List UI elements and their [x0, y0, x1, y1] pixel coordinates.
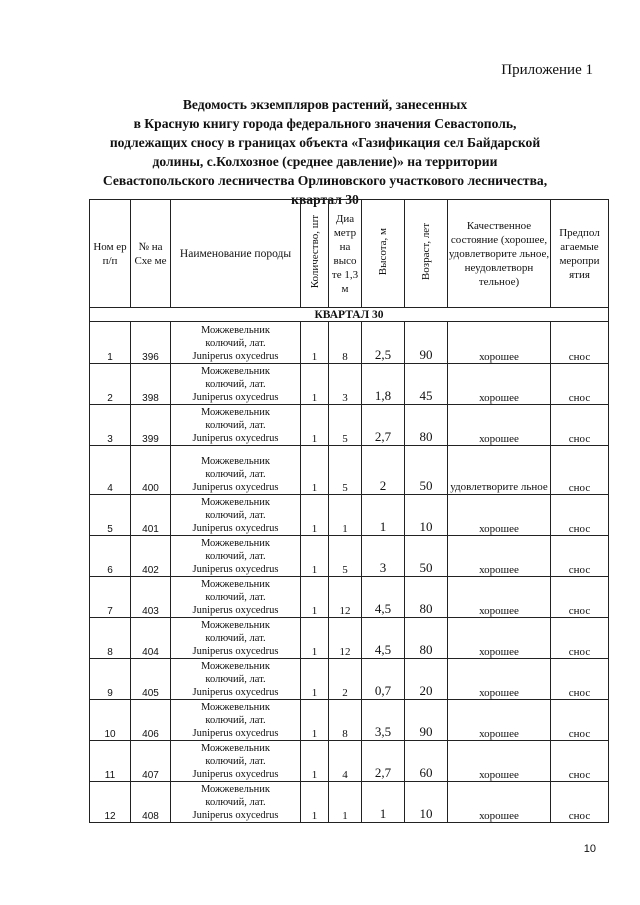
row-quality: хорошее [448, 322, 551, 364]
header-quantity-text: Количество, шт [308, 214, 321, 289]
species-name-line: Juniperus oxycedrus [192, 769, 279, 780]
row-age: 50 [405, 536, 448, 577]
row-measure: снос [551, 364, 609, 405]
row-quantity: 1 [301, 700, 329, 741]
row-scheme-number: 407 [131, 741, 171, 782]
row-number: 4 [90, 446, 131, 495]
species-name-line: колючий, лат. [205, 715, 266, 726]
row-diameter: 1 [329, 782, 362, 823]
title-line: долины, с.Колхозное (среднее давление)» на территории [152, 154, 498, 169]
row-measure: снос [551, 700, 609, 741]
species-name-line: Можжевельник [200, 456, 271, 467]
row-quantity: 1 [301, 536, 329, 577]
row-height: 1,8 [362, 364, 405, 405]
row-species-name [171, 741, 301, 782]
row-age: 10 [405, 782, 448, 823]
header-quality: Качественное состояние (хорошее, удовлетворите льное, неудовлетворн тельное) [448, 200, 551, 308]
row-quality: хорошее [448, 405, 551, 446]
header-diameter: Диа метр на высо те 1,3 м [329, 200, 362, 308]
row-quantity: 1 [301, 495, 329, 536]
row-quantity: 1 [301, 618, 329, 659]
row-scheme-number: 399 [131, 405, 171, 446]
row-measure: снос [551, 322, 609, 364]
row-scheme-number: 406 [131, 700, 171, 741]
species-name-line: колючий, лат. [205, 674, 266, 685]
row-height: 4,5 [362, 618, 405, 659]
row-number: 3 [90, 405, 131, 446]
table-row [90, 446, 609, 495]
row-species-name [171, 322, 301, 364]
row-quantity: 1 [301, 405, 329, 446]
header-age [405, 200, 448, 308]
row-species-name [171, 782, 301, 823]
title-line: Ведомость экземпляров растений, занесенных [182, 97, 468, 112]
header-measures: Предпол агаемые меропри ятия [551, 200, 609, 308]
species-name-line: колючий, лат. [205, 379, 266, 390]
table-row [90, 322, 609, 364]
row-measure: снос [551, 536, 609, 577]
row-height: 2,7 [362, 741, 405, 782]
species-name-line: колючий, лат. [205, 633, 266, 644]
title-line: Севастопольского лесничества Орлиновского участкового лесничества, [102, 173, 548, 188]
row-measure: снос [551, 405, 609, 446]
species-name-line: Juniperus oxycedrus [192, 810, 279, 821]
row-species-name [171, 446, 301, 495]
table-row [90, 364, 609, 405]
row-quantity: 1 [301, 741, 329, 782]
row-quality: хорошее [448, 700, 551, 741]
species-name-line: Можжевельник [200, 579, 271, 590]
row-measure: снос [551, 446, 609, 495]
row-quality: хорошее [448, 577, 551, 618]
row-height: 2,7 [362, 405, 405, 446]
row-species-name [171, 700, 301, 741]
header-height [362, 200, 405, 308]
species-name-line: колючий, лат. [205, 420, 266, 431]
row-scheme-number: 408 [131, 782, 171, 823]
row-height: 4,5 [362, 577, 405, 618]
row-number: 5 [90, 495, 131, 536]
row-quality: удовлетворите льное [448, 446, 551, 495]
species-name-line: Можжевельник [200, 366, 271, 377]
row-quantity: 1 [301, 659, 329, 700]
row-quantity: 1 [301, 322, 329, 364]
species-name-line: колючий, лат. [205, 797, 266, 808]
row-number: 12 [90, 782, 131, 823]
row-age: 90 [405, 700, 448, 741]
table-row [90, 405, 609, 446]
table-row [90, 536, 609, 577]
plants-table [89, 199, 609, 823]
row-species-name [171, 495, 301, 536]
table-row [90, 659, 609, 700]
header-number: Ном ер п/п [90, 200, 131, 308]
header-scheme-number: № на Схе ме [131, 200, 171, 308]
species-name-line: Juniperus oxycedrus [192, 605, 279, 616]
species-name-line: Можжевельник [200, 538, 271, 549]
species-name-line: Juniperus oxycedrus [192, 728, 279, 739]
species-name-line: Juniperus oxycedrus [192, 433, 279, 444]
row-scheme-number: 401 [131, 495, 171, 536]
species-name-line: Можжевельник [200, 620, 271, 631]
table-row [90, 618, 609, 659]
row-number: 7 [90, 577, 131, 618]
row-quantity: 1 [301, 782, 329, 823]
row-scheme-number: 404 [131, 618, 171, 659]
species-name-line: колючий, лат. [205, 756, 266, 767]
species-name-line: Можжевельник [200, 702, 271, 713]
species-name-line: Можжевельник [200, 407, 271, 418]
row-number: 11 [90, 741, 131, 782]
row-diameter: 5 [329, 446, 362, 495]
row-quality: хорошее [448, 536, 551, 577]
row-diameter: 12 [329, 577, 362, 618]
title-line: квартал 30 [291, 192, 359, 207]
row-age: 50 [405, 446, 448, 495]
row-age: 10 [405, 495, 448, 536]
title-line: в Красную книгу города федерального значения Севастополь, [133, 116, 517, 131]
row-quality: хорошее [448, 782, 551, 823]
row-height: 1 [362, 495, 405, 536]
row-number: 2 [90, 364, 131, 405]
species-name-line: Можжевельник [200, 784, 271, 795]
species-name-line: Juniperus oxycedrus [192, 646, 279, 657]
header-species-name: Наименование породы [171, 200, 301, 308]
row-diameter: 8 [329, 700, 362, 741]
row-number: 6 [90, 536, 131, 577]
row-species-name [171, 364, 301, 405]
row-species-name [171, 577, 301, 618]
header-age-text: Возраст, лет [420, 222, 432, 281]
row-diameter: 8 [329, 322, 362, 364]
row-age: 80 [405, 618, 448, 659]
species-name-line: Juniperus oxycedrus [192, 687, 279, 698]
row-measure: снос [551, 495, 609, 536]
row-diameter: 12 [329, 618, 362, 659]
row-diameter: 3 [329, 364, 362, 405]
table-row [90, 495, 609, 536]
species-name-line: колючий, лат. [205, 510, 266, 521]
row-species-name [171, 618, 301, 659]
row-age: 80 [405, 577, 448, 618]
row-age: 90 [405, 322, 448, 364]
row-measure: снос [551, 659, 609, 700]
species-name-line: Juniperus oxycedrus [192, 564, 279, 575]
row-measure: снос [551, 618, 609, 659]
row-age: 60 [405, 741, 448, 782]
table-row [90, 700, 609, 741]
row-quality: хорошее [448, 618, 551, 659]
table-row [90, 577, 609, 618]
row-scheme-number: 403 [131, 577, 171, 618]
row-age: 20 [405, 659, 448, 700]
row-quality: хорошее [448, 495, 551, 536]
species-name-line: колючий, лат. [205, 551, 266, 562]
row-diameter: 1 [329, 495, 362, 536]
row-height: 3 [362, 536, 405, 577]
species-name-line: Juniperus oxycedrus [192, 351, 279, 362]
row-quantity: 1 [301, 446, 329, 495]
row-number: 8 [90, 618, 131, 659]
row-height: 1 [362, 782, 405, 823]
row-quantity: 1 [301, 364, 329, 405]
row-number: 9 [90, 659, 131, 700]
species-name-line: Можжевельник [200, 661, 271, 672]
table-row [90, 741, 609, 782]
row-age: 45 [405, 364, 448, 405]
row-measure: снос [551, 577, 609, 618]
row-measure: снос [551, 782, 609, 823]
row-diameter: 4 [329, 741, 362, 782]
appendix-label: Приложение 1 [501, 62, 593, 78]
row-species-name [171, 536, 301, 577]
row-height: 3,5 [362, 700, 405, 741]
species-name-line: Можжевельник [200, 325, 271, 336]
row-scheme-number: 405 [131, 659, 171, 700]
row-quality: хорошее [448, 364, 551, 405]
header-height-text: Высота, м [377, 227, 389, 276]
species-name-line: колючий, лат. [205, 469, 266, 480]
row-height: 2,5 [362, 322, 405, 364]
header-quantity [301, 200, 329, 308]
row-scheme-number: 396 [131, 322, 171, 364]
row-scheme-number: 400 [131, 446, 171, 495]
table-row [90, 782, 609, 823]
section-heading: КВАРТАЛ 30 [90, 308, 609, 322]
title-line: подлежащих сносу в границах объекта «Газификация сел Байдарской [109, 135, 541, 150]
species-name-line: колючий, лат. [205, 338, 266, 349]
page-number: 10 [583, 843, 596, 855]
row-height: 2 [362, 446, 405, 495]
row-scheme-number: 402 [131, 536, 171, 577]
species-name-line: колючий, лат. [205, 592, 266, 603]
species-name-line: Juniperus oxycedrus [192, 523, 279, 534]
row-species-name [171, 405, 301, 446]
row-age: 80 [405, 405, 448, 446]
species-name-line: Juniperus oxycedrus [192, 482, 279, 493]
document-title [70, 95, 580, 209]
row-quality: хорошее [448, 659, 551, 700]
row-height: 0,7 [362, 659, 405, 700]
row-diameter: 5 [329, 536, 362, 577]
species-name-line: Juniperus oxycedrus [192, 392, 279, 403]
row-quantity: 1 [301, 577, 329, 618]
row-number: 10 [90, 700, 131, 741]
row-number: 1 [90, 322, 131, 364]
row-quality: хорошее [448, 741, 551, 782]
species-name-line: Можжевельник [200, 497, 271, 508]
row-diameter: 5 [329, 405, 362, 446]
row-measure: снос [551, 741, 609, 782]
row-species-name [171, 659, 301, 700]
row-diameter: 2 [329, 659, 362, 700]
species-name-line: Можжевельник [200, 743, 271, 754]
row-scheme-number: 398 [131, 364, 171, 405]
